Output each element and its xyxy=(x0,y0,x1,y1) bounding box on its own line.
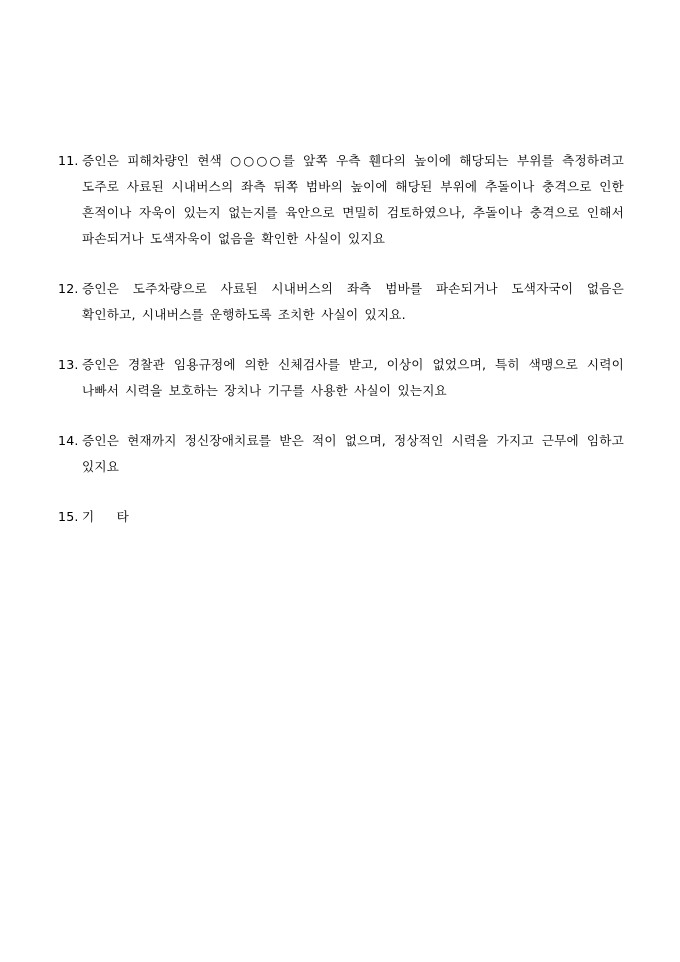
item-text: 증인은 도주차량으로 사료된 시내버스의 좌측 범바를 파손되거나 도색자국이 없음은 확인하고, 시내버스를 운행하도록 조치한 사실이 있지요. xyxy=(82,281,624,322)
item-number: 11. xyxy=(58,153,79,168)
item-number: 15. xyxy=(58,509,79,524)
question-item-15 xyxy=(58,504,624,530)
question-item-14 xyxy=(58,428,624,480)
item-text: 증인은 현재까지 정신장애치료를 받은 적이 없으며, 정상적인 시력을 가지고 근무에 임하고 있지요 xyxy=(82,433,624,474)
item-number: 12. xyxy=(58,281,79,296)
item-text: 증인은 경찰관 임용규정에 의한 신체검사를 받고, 이상이 없었으며, 특히 색맹으로 시력이 나빠서 시력을 보호하는 장치나 기구를 사용한 사실이 있는지요 xyxy=(82,357,624,398)
item-number: 13. xyxy=(58,357,79,372)
item-number: 14. xyxy=(58,433,79,448)
item-text: 기 타 xyxy=(82,509,129,524)
question-item-13 xyxy=(58,352,624,404)
question-item-12 xyxy=(58,276,624,328)
question-item-11 xyxy=(58,148,624,252)
question-list xyxy=(58,148,624,554)
item-text: 증인은 피해차량인 현색 ○○○○를 앞쪽 우측 휀다의 높이에 해당되는 부위를 측정하려고 도주로 사료된 시내버스의 좌측 뒤쪽 범바의 높이에 해당된 부위에 추돌이나 충격으로 인한 흔적이나 자욱이 있는지 없는지를 육안으로 면밀히 검토하였으나, 추돌이나 충격으로 인해서 파손되거나 도색자욱이 없음을 확인한 사실이 있지요 xyxy=(82,153,624,246)
